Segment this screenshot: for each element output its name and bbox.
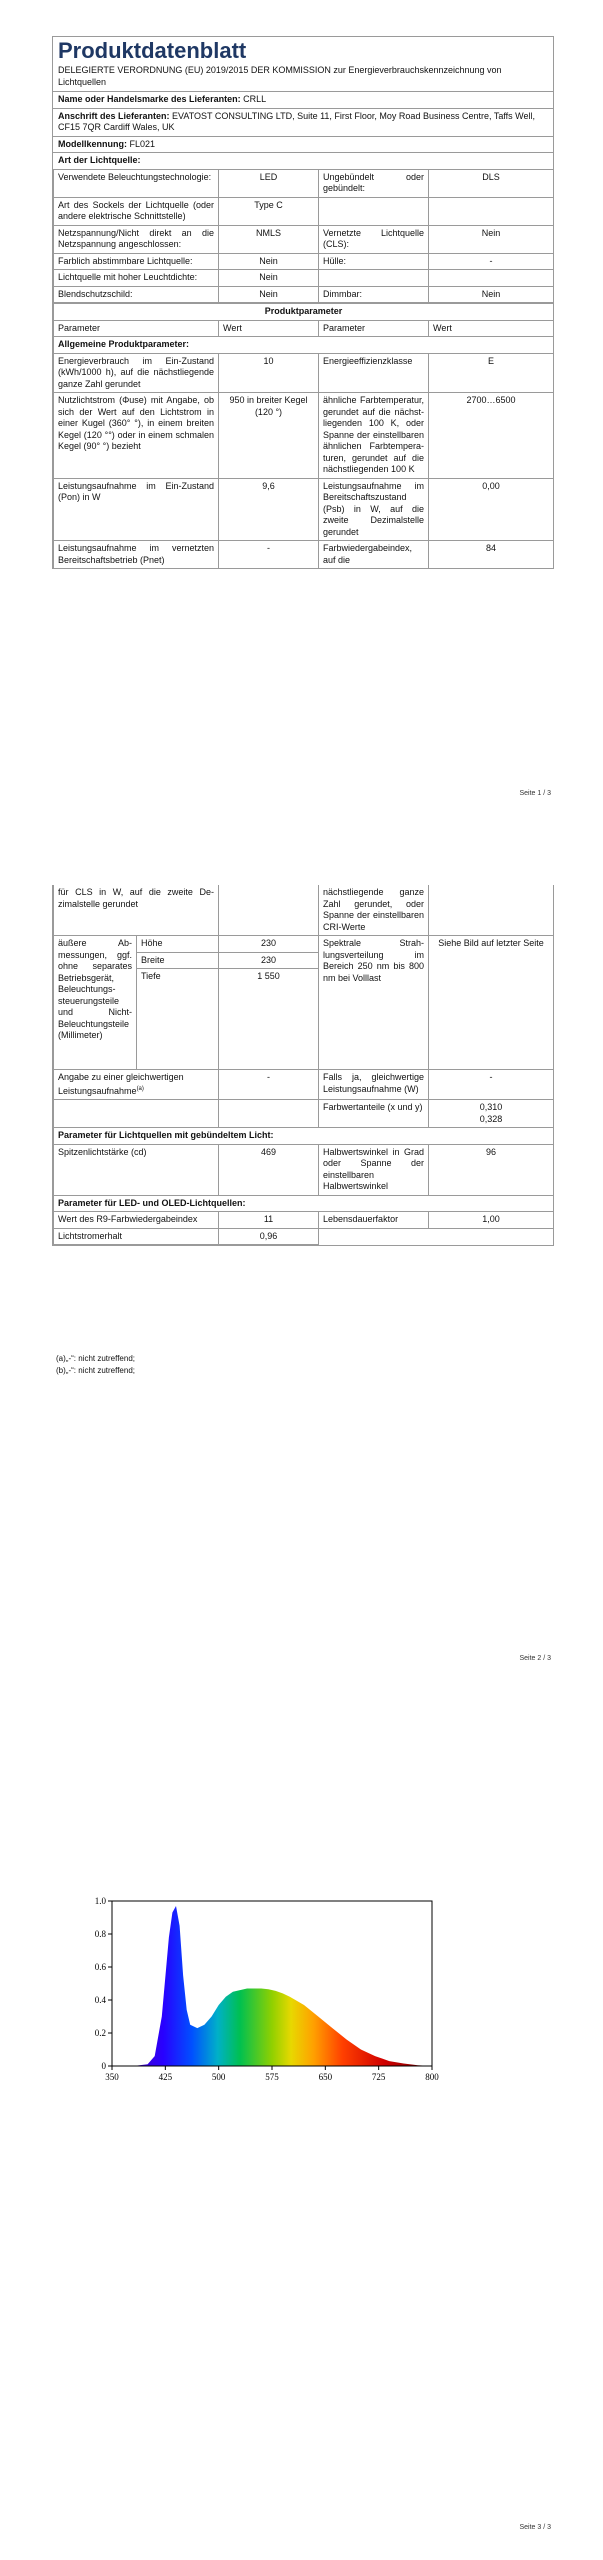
footnote-b: (b)„-“: nicht zutreffend; — [56, 1366, 135, 1375]
general-param-right: Leistungsaufnahme im Bereitschaftszustand (Psb) in W, auf die zweite Dezimalstelle gerundet — [319, 478, 429, 541]
type-param-left: Netzspannung/Nicht direkt an die Netzspannung angeschlossen: — [54, 225, 219, 253]
led-parameters-header: Parameter für LED- und OLED-Lichtquellen: — [54, 1195, 554, 1212]
general-value-right: E — [429, 353, 554, 393]
lumen-maintenance-value: 0,96 — [219, 1228, 319, 1245]
general-param-right: ähnliche Farbtemperatur, gerundet auf die nächstliegenden 100 K, oder Spanne der einstellbaren ähnlichen Farbtemperaturen, gerundet auf die nächstliegenden 100 K — [319, 393, 429, 479]
dimension-name: Breite — [137, 952, 219, 969]
survival-factor-label: Lebensdauerfaktor — [319, 1212, 429, 1229]
dimension-value: 1 550 — [219, 969, 319, 1070]
lumen-maintenance-label: Lichtstromerhalt — [54, 1228, 219, 1245]
general-param-left: Energieverbrauch im Ein-Zustand (kWh/1000 h), auf die nächstliegende ganze Zahl gerundet — [54, 353, 219, 393]
footnote-a: (a)„-“: nicht zutreffend; — [56, 1354, 135, 1363]
light-source-type-row — [54, 286, 554, 303]
cri-value-cont — [429, 885, 554, 936]
type-param-right: Vernetzte Lichtquelle (CLS): — [319, 225, 429, 253]
page-1 — [0, 0, 603, 810]
general-value-right: 84 — [429, 541, 554, 569]
general-value-right: 2700…6500 — [429, 393, 554, 479]
x-tick-label: 650 — [318, 2072, 333, 2082]
type-param-left: Blendschutzschild: — [54, 286, 219, 303]
product-parameters-table-continued — [53, 885, 554, 1245]
type-param-left: Lichtquelle mit hoher Leuchtdichte: — [54, 270, 219, 287]
equivalent-power-watt-label: Falls ja, gleichwertige Leistungsaufnahme (W) — [319, 1070, 429, 1100]
light-source-type-row — [54, 253, 554, 270]
type-value-left: Nein — [219, 270, 319, 287]
light-source-type-row — [54, 169, 554, 197]
equivalent-power-watt-value: - — [429, 1070, 554, 1100]
light-source-type-header: Art der Lichtquelle: — [53, 152, 553, 169]
general-param-right: Farbwiedergabeindex, auf die — [319, 541, 429, 569]
supplier-name-label: Name oder Handelsmarke des Lieferanten: — [58, 94, 241, 104]
type-param-left: Farblich abstimmbare Lichtquelle: — [54, 253, 219, 270]
general-value-right: 0,00 — [429, 478, 554, 541]
general-value-left: 950 in breiter Kegel (120 °) — [219, 393, 319, 479]
r9-value: 11 — [219, 1212, 319, 1229]
page-number: Seite 3 / 3 — [519, 2524, 551, 2531]
light-source-type-table — [53, 169, 554, 304]
y-tick-label: 0.4 — [94, 1995, 106, 2005]
type-value-right: - — [429, 253, 554, 270]
document-title: Produktdatenblatt — [58, 38, 247, 63]
type-value-left: LED — [219, 169, 319, 197]
model-value: FL021 — [129, 138, 156, 149]
type-param-right: Ungebündelt oder gebündelt: — [319, 169, 429, 197]
equivalent-power-label — [54, 1070, 219, 1100]
product-parameters-header: Produktparameter — [54, 304, 554, 321]
x-tick-label: 725 — [371, 2072, 386, 2082]
general-param-left: Leistungsaufnahme im Ein-Zustand (Pon) in W — [54, 478, 219, 541]
type-param-right — [319, 197, 429, 225]
y-tick-label: 0.6 — [94, 1962, 106, 1972]
chromaticity-x: 0,310 — [479, 1102, 503, 1112]
general-parameter-row — [54, 353, 554, 393]
type-value-left: NMLS — [219, 225, 319, 253]
general-param-left: Leistungsaufnahme im vernetzten Bereitschaftsbetrieb (Pnet) — [54, 541, 219, 569]
y-tick-label: 0.2 — [94, 2028, 106, 2038]
cri-label-cont: nächstliegende ganze Zahl gerundet, oder Spanne der einstellbaren CRI-Werte — [319, 885, 429, 936]
dimension-name: Höhe — [137, 936, 219, 953]
spectral-distribution-chart — [90, 1895, 470, 2090]
light-source-type-row — [54, 270, 554, 287]
chromaticity-y: 0,328 — [479, 1113, 503, 1124]
page-number: Seite 2 / 3 — [519, 1655, 551, 1662]
col-value-2: Wert — [429, 320, 554, 337]
type-value-right — [429, 197, 554, 225]
general-parameter-row — [54, 541, 554, 569]
type-value-right: Nein — [429, 286, 554, 303]
supplier-address-row — [53, 108, 553, 136]
type-param-left: Art des Sockels der Lichtquelle (oder andere elektrische Schnittstelle) — [54, 197, 219, 225]
spectral-distribution-label: Spektrale Strahlungsverteilung im Bereich 250 nm bis 800 nm bei Volllast — [319, 936, 429, 1070]
footnotes — [56, 1353, 135, 1377]
general-param-left: Nutzlichtstrom (Φuse) mit Angabe, ob sich der Wert auf den Lichtstrom in einer Kugel (360° °), in einem breiten Kegel (120 °°) oder in einem schmalen Kegel (90° °) bezieht — [54, 393, 219, 479]
r9-label: Wert des R9-Farbwiedergabeindex — [54, 1212, 219, 1229]
type-value-left: Type C — [219, 197, 319, 225]
general-value-left: 9,6 — [219, 478, 319, 541]
type-value-right — [429, 270, 554, 287]
datasheet-box-continued — [52, 885, 554, 1246]
dimension-value: 230 — [219, 936, 319, 953]
standby-cls-label-cont: für CLS in W, auf die zweite Dezimalstelle gerundet — [54, 885, 219, 936]
model-label: Modellkennung: — [58, 138, 127, 149]
type-param-left: Verwendete Beleuchtungstechnologie: — [54, 169, 219, 197]
supplier-name-row — [53, 91, 553, 108]
type-param-right — [319, 270, 429, 287]
footnote-ref-a: (a) — [136, 1085, 144, 1092]
empty-cell — [319, 1228, 429, 1245]
type-param-right: Dimmbar: — [319, 286, 429, 303]
chart-plot — [95, 1896, 440, 2082]
chromaticity-label: Farbwertanteile (x und y) — [319, 1100, 429, 1128]
general-parameter-row — [54, 393, 554, 479]
y-tick-label: 1.0 — [94, 1896, 106, 1906]
equivalent-power-text: Angabe zu einer gleichwertigen Leistungsaufnahme — [58, 1072, 184, 1096]
y-tick-label: 0.8 — [94, 1929, 106, 1939]
x-tick-label: 800 — [425, 2072, 439, 2082]
general-parameter-row — [54, 478, 554, 541]
supplier-address-value: EVATOST CONSULTING LTD, Suite 11, First Floor, Moy Road Business Centre, Taffs Well, CF15 7QR Cardiff Wales, UK — [58, 110, 535, 132]
type-value-right: Nein — [429, 225, 554, 253]
product-parameters-table — [53, 303, 554, 568]
general-param-right: Energieeffizienzklasse — [319, 353, 429, 393]
x-tick-label: 500 — [211, 2072, 226, 2082]
page-3 — [0, 1720, 603, 2560]
empty-cell — [219, 1100, 319, 1128]
directional-parameters-header: Parameter für Lichtquellen mit gebündeltem Licht: — [54, 1128, 554, 1145]
col-value-1: Wert — [219, 320, 319, 337]
y-tick-label: 0 — [101, 2061, 106, 2071]
beam-angle-value: 96 — [429, 1144, 554, 1195]
spectrum-area — [112, 1906, 432, 2066]
general-parameters-header: Allgemeine Produktparameter: — [54, 337, 554, 354]
general-value-left: 10 — [219, 353, 319, 393]
regulation-text: DELEGIERTE VERORDNUNG (EU) 2019/2015 DER KOMMISSION zur Energieverbrauchskennzeichnung von Lichtquellen — [58, 65, 502, 87]
x-tick-label: 425 — [158, 2072, 173, 2082]
page-2 — [0, 885, 603, 1695]
peak-intensity-value: 469 — [219, 1144, 319, 1195]
supplier-name-value: CRLL — [243, 94, 267, 104]
datasheet-box — [52, 36, 554, 569]
general-value-left: - — [219, 541, 319, 569]
dimension-value: 230 — [219, 952, 319, 969]
col-param-1: Parameter — [54, 320, 219, 337]
type-param-right: Hülle: — [319, 253, 429, 270]
beam-angle-label: Halbwertswinkel in Grad oder Spanne der einstellbaren Halbwertswinkel — [319, 1144, 429, 1195]
col-param-2: Parameter — [319, 320, 429, 337]
empty-cell — [54, 1100, 219, 1128]
type-value-left: Nein — [219, 253, 319, 270]
empty-cell — [429, 1228, 554, 1245]
supplier-address-label: Anschrift des Lieferanten: — [58, 110, 170, 121]
standby-cls-value-cont — [219, 885, 319, 936]
dimension-name: Tiefe — [137, 969, 219, 1070]
light-source-type-row — [54, 225, 554, 253]
x-tick-label: 350 — [105, 2072, 119, 2082]
survival-factor-value: 1,00 — [429, 1212, 554, 1229]
x-tick-label: 575 — [265, 2072, 279, 2082]
page-number: Seite 1 / 3 — [519, 790, 551, 797]
spectral-distribution-value: Siehe Bild auf letzter Seite — [429, 936, 554, 1070]
chromaticity-value — [429, 1100, 554, 1128]
dimensions-label: äußere Abmessungen, ggf. ohne separates Betriebsgerät, Beleuchtungssteuerungsteile und Nicht-Beleuchtungsteile (Millimeter) — [54, 936, 137, 1070]
type-value-right: DLS — [429, 169, 554, 197]
peak-intensity-label: Spitzenlichtstärke (cd) — [54, 1144, 219, 1195]
model-row — [53, 136, 553, 153]
equivalent-power-value: - — [219, 1070, 319, 1100]
type-value-left: Nein — [219, 286, 319, 303]
light-source-type-row — [54, 197, 554, 225]
